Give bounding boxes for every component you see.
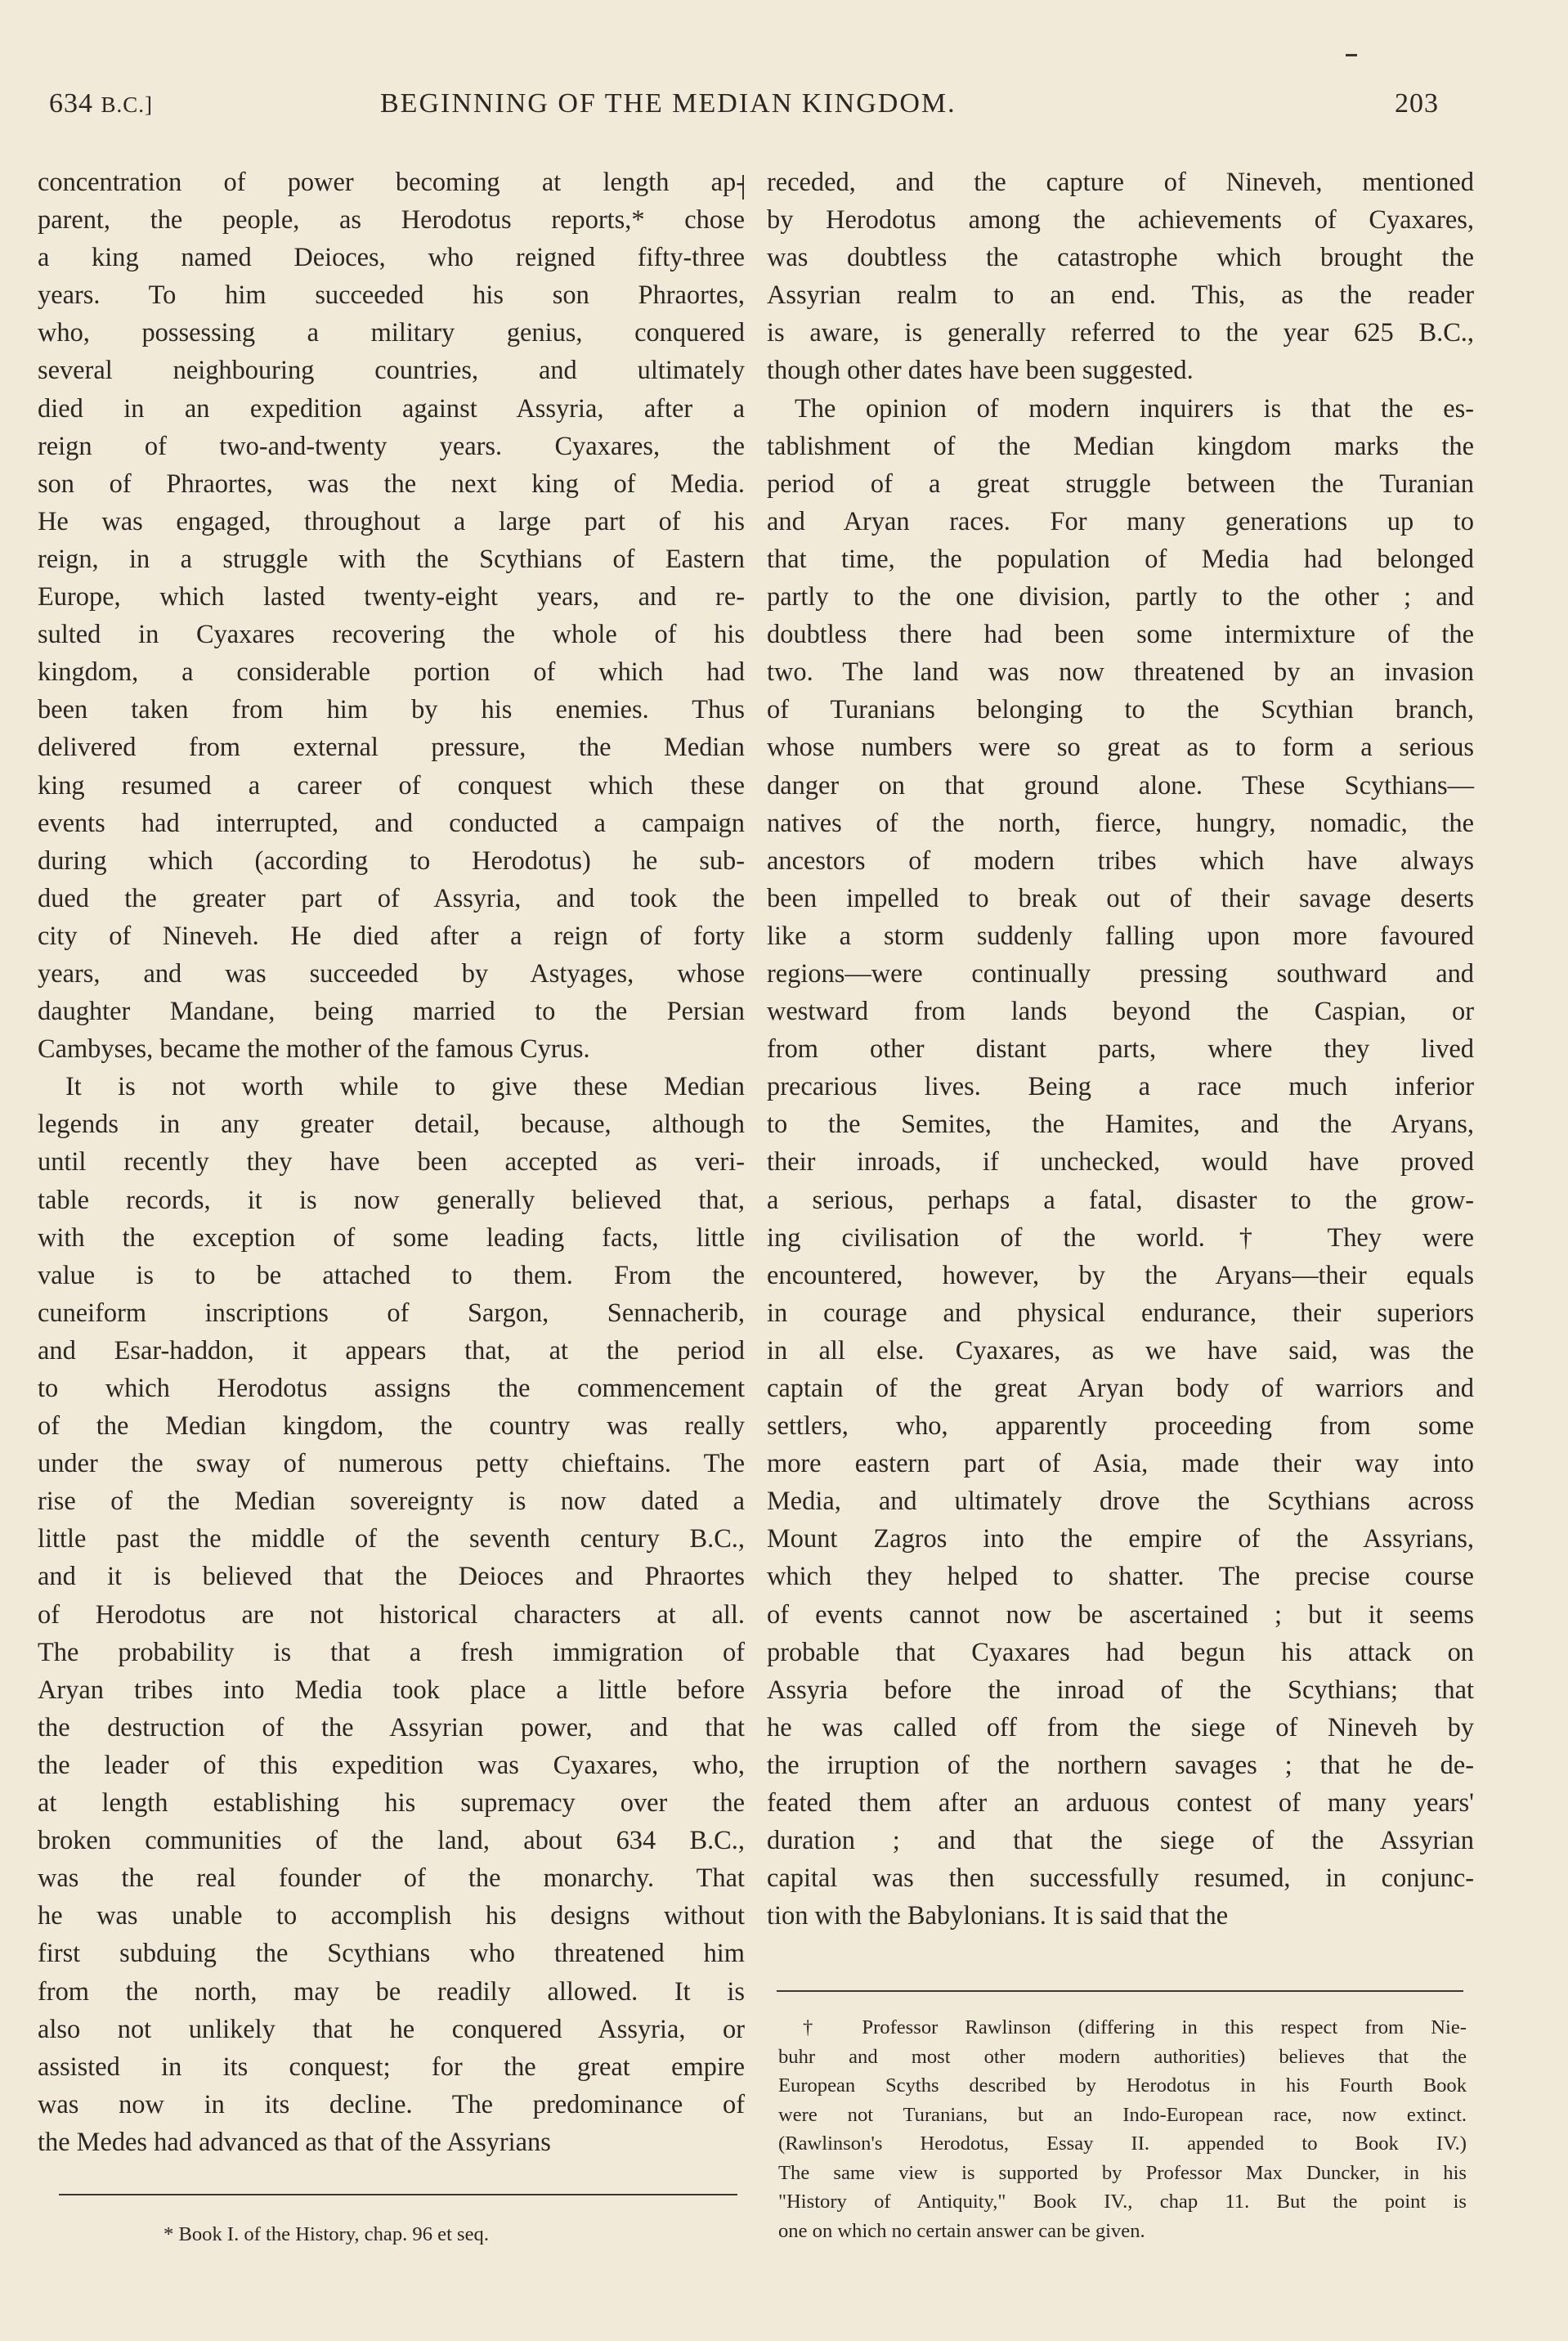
text-line: and Esar-haddon, it appears that, at the period	[38, 1335, 745, 1366]
text-line: ancestors of modern tribes which have always	[767, 845, 1474, 876]
text-line: from other distant parts, where they lived	[767, 1034, 1474, 1065]
text-line: is aware, is generally referred to the year 625 B.C.,	[767, 318, 1474, 348]
text-line: partly to the one division, partly to the other ; and	[767, 582, 1474, 612]
text-line: duration ; and that the siege of the Assyrian	[767, 1826, 1474, 1856]
text-line: Europe, which lasted twenty-eight years, and re-	[38, 582, 745, 612]
text-line: that time, the population of Media had belonged	[767, 544, 1474, 574]
footnote-left: * Book I. of the History, chap. 96 et seq.	[164, 2223, 489, 2245]
text-line: from the north, may be readily allowed. It is	[38, 1976, 745, 2007]
text-line: captain of the great Aryan body of warriors and	[767, 1374, 1474, 1403]
page-number: 203	[1395, 88, 1439, 119]
text-line: died in an expedition against Assyria, after a	[38, 393, 745, 424]
text-line: years. To him succeeded his son Phraortes,	[38, 280, 745, 311]
text-line: reign of two-and-twenty years. Cyaxares, the	[38, 431, 745, 461]
text-line: at length establishing his supremacy over the	[38, 1788, 745, 1819]
text-line: first subduing the Scythians who threatened him	[38, 1939, 745, 1969]
text-line: two. The land was now threatened by an invasion	[767, 657, 1474, 688]
footnote-rule-right	[777, 1990, 1463, 1992]
footnote-line: were not Turanians, but an Indo-European race, now extinct.	[778, 2103, 1467, 2126]
text-line: He was engaged, throughout a large part of his	[38, 506, 745, 536]
text-line: probable that Cyaxares had begun his attack on	[767, 1637, 1474, 1667]
text-line: Assyria before the inroad of the Scythians; that	[767, 1675, 1474, 1705]
text-line: though other dates have been suggested.	[767, 356, 1194, 386]
text-line: by Herodotus among the achievements of Cyaxares,	[767, 205, 1474, 235]
text-line: a serious, perhaps a fatal, disaster to the grow-	[767, 1185, 1474, 1215]
text-line: delivered from external pressure, the Median	[38, 733, 745, 763]
text-line: which they helped to shatter. The precise course	[767, 1562, 1474, 1592]
text-line: feated them after an arduous contest of many years'	[767, 1788, 1474, 1819]
text-line: ing civilisation of the world.† They were	[767, 1222, 1474, 1253]
text-line: of events cannot now be ascertained ; but it seems	[767, 1599, 1474, 1630]
footnote-line: European Scyths described by Herodotus in his Fourth Book	[778, 2074, 1467, 2097]
text-line: encountered, however, by the Aryans—their equals	[767, 1260, 1474, 1290]
text-line: natives of the north, fierce, hungry, nomadic, the	[767, 808, 1474, 838]
text-line: events had interrupted, and conducted a campaign	[38, 808, 745, 838]
text-line: table records, it is now generally believed that,	[38, 1185, 745, 1215]
text-line: was doubtless the catastrophe which brought the	[767, 243, 1474, 273]
footnote-line: † Professor Rawlinson (differing in this respect from Nie-	[803, 2016, 1467, 2038]
text-line: in all else. Cyaxares, as we have said, was the	[767, 1335, 1474, 1366]
text-line: the destruction of the Assyrian power, and that	[38, 1712, 745, 1742]
text-line: doubtless there had been some intermixture of the	[767, 620, 1474, 650]
text-line: of Turanians belonging to the Scythian branch,	[767, 695, 1474, 725]
text-line: parent, the people, as Herodotus reports,* chose	[38, 205, 745, 235]
text-line: capital was then successfully resumed, in conjunc-	[767, 1863, 1474, 1894]
footnote-line: one on which no certain answer can be given.	[778, 2219, 1145, 2242]
text-line: concentration of power becoming at length ap-	[38, 168, 745, 197]
text-line: been taken from him by his enemies. Thus	[38, 695, 745, 725]
text-line: tablishment of the Median kingdom marks the	[767, 431, 1474, 461]
text-line: daughter Mandane, being married to the Persian	[38, 997, 745, 1027]
text-line: also not unlikely that he conquered Assyria, or	[38, 2014, 745, 2044]
text-line: regions—were continually pressing southward and	[767, 958, 1474, 989]
text-line: under the sway of numerous petty chieftains. The	[38, 1449, 745, 1479]
text-line: settlers, who, apparently proceeding from some	[767, 1411, 1474, 1442]
text-line: little past the middle of the seventh century B.C.,	[38, 1524, 745, 1554]
text-line: years, and was succeeded by Astyages, whose	[38, 958, 745, 989]
text-line: of the Median kingdom, the country was really	[38, 1411, 745, 1442]
text-line: the leader of this expedition was Cyaxares, who,	[38, 1750, 745, 1780]
footnote-rule-left	[59, 2194, 737, 2195]
text-line: It is not worth while to give these Median	[65, 1072, 745, 1102]
text-line: westward from lands beyond the Caspian, or	[767, 997, 1474, 1027]
text-line: cuneiform inscriptions of Sargon, Sennacherib,	[38, 1298, 745, 1328]
footnote-line: The same view is supported by Professor Max Duncker, in his	[778, 2161, 1467, 2184]
text-line: the irruption of the northern savages ; that he de-	[767, 1750, 1474, 1780]
text-line: The opinion of modern inquirers is that the es-	[795, 393, 1474, 424]
text-line: like a storm suddenly falling upon more favoured	[767, 921, 1474, 951]
text-line: sulted in Cyaxares recovering the whole of his	[38, 620, 745, 650]
footnote-right	[778, 2013, 1467, 2245]
text-line: the Medes had advanced as that of the Assyrians	[38, 2127, 551, 2157]
text-line: Assyrian realm to an end. This, as the reader	[767, 280, 1474, 311]
text-line: he was called off from the siege of Nineveh by	[767, 1712, 1474, 1742]
text-line: receded, and the capture of Nineveh, mentioned	[767, 168, 1474, 197]
text-line: and Aryan races. For many generations up to	[767, 506, 1474, 536]
date-range: 634 B.C.]	[49, 88, 154, 119]
text-line: king resumed a career of conquest which these	[38, 770, 745, 801]
text-line: several neighbouring countries, and ultimately	[38, 356, 745, 386]
text-line: their inroads, if unchecked, would have proved	[767, 1147, 1474, 1177]
text-line: city of Nineveh. He died after a reign of forty	[38, 921, 745, 951]
footnote-line: buhr and most other modern authorities) believes that the	[778, 2045, 1467, 2068]
page-title: BEGINNING OF THE MEDIAN KINGDOM.	[380, 88, 956, 119]
left-column	[38, 164, 745, 2161]
text-line: was the real founder of the monarchy. That	[38, 1863, 745, 1894]
text-line: been impelled to break out of their savage deserts	[767, 883, 1474, 913]
running-head	[49, 88, 1439, 137]
text-line: in courage and physical endurance, their superiors	[767, 1298, 1474, 1328]
text-line: dued the greater part of Assyria, and took the	[38, 883, 745, 913]
text-line: during which (according to Herodotus) he sub-	[38, 845, 745, 876]
text-line: he was unable to accomplish his designs without	[38, 1901, 745, 1931]
text-line: son of Phraortes, was the next king of Media.	[38, 469, 745, 499]
text-line: until recently they have been accepted as veri-	[38, 1147, 745, 1177]
text-line: value is to be attached to them. From the	[38, 1260, 745, 1290]
text-line: rise of the Median sovereignty is now dated a	[38, 1487, 745, 1517]
text-line: and it is believed that the Deioces and Phraortes	[38, 1562, 745, 1592]
text-line: danger on that ground alone. These Scythians—	[767, 770, 1474, 801]
right-column	[767, 164, 1474, 1935]
text-line: broken communities of the land, about 634 B.C.,	[38, 1826, 745, 1856]
text-line: of Herodotus are not historical characters at all.	[38, 1599, 745, 1630]
text-line: to which Herodotus assigns the commencement	[38, 1374, 745, 1403]
text-line: was now in its decline. The predominance of	[38, 2089, 745, 2119]
print-mark	[1346, 54, 1357, 56]
text-line: The probability is that a fresh immigration of	[38, 1637, 745, 1667]
footnote-line: (Rawlinson's Herodotus, Essay II. appended to Book IV.)	[778, 2132, 1467, 2155]
text-line: kingdom, a considerable portion of which had	[38, 657, 745, 688]
text-line: Cambyses, became the mother of the famous Cyrus.	[38, 1034, 590, 1065]
text-line: Media, and ultimately drove the Scythians across	[767, 1487, 1474, 1517]
text-line: assisted in its conquest; for the great empire	[38, 2052, 745, 2082]
text-line: reign, in a struggle with the Scythians of Eastern	[38, 544, 745, 574]
text-line: Mount Zagros into the empire of the Assyrians,	[767, 1524, 1474, 1554]
text-line: whose numbers were so great as to form a serious	[767, 733, 1474, 763]
text-line: with the exception of some leading facts, little	[38, 1222, 745, 1253]
text-line: legends in any greater detail, because, although	[38, 1110, 745, 1140]
footnote-line: "History of Antiquity," Book IV., chap 11. But the point is	[778, 2191, 1467, 2213]
text-line: to the Semites, the Hamites, and the Aryans,	[767, 1110, 1474, 1140]
text-line: period of a great struggle between the Turanian	[767, 469, 1474, 499]
text-line: tion with the Babylonians. It is said that the	[767, 1901, 1229, 1931]
text-line: Aryan tribes into Media took place a little before	[38, 1675, 745, 1705]
text-line: a king named Deioces, who reigned fifty-three	[38, 243, 745, 273]
text-line: who, possessing a military genius, conquered	[38, 318, 745, 348]
text-line: precarious lives. Being a race much inferior	[767, 1072, 1474, 1102]
text-line: more eastern part of Asia, made their way into	[767, 1449, 1474, 1479]
